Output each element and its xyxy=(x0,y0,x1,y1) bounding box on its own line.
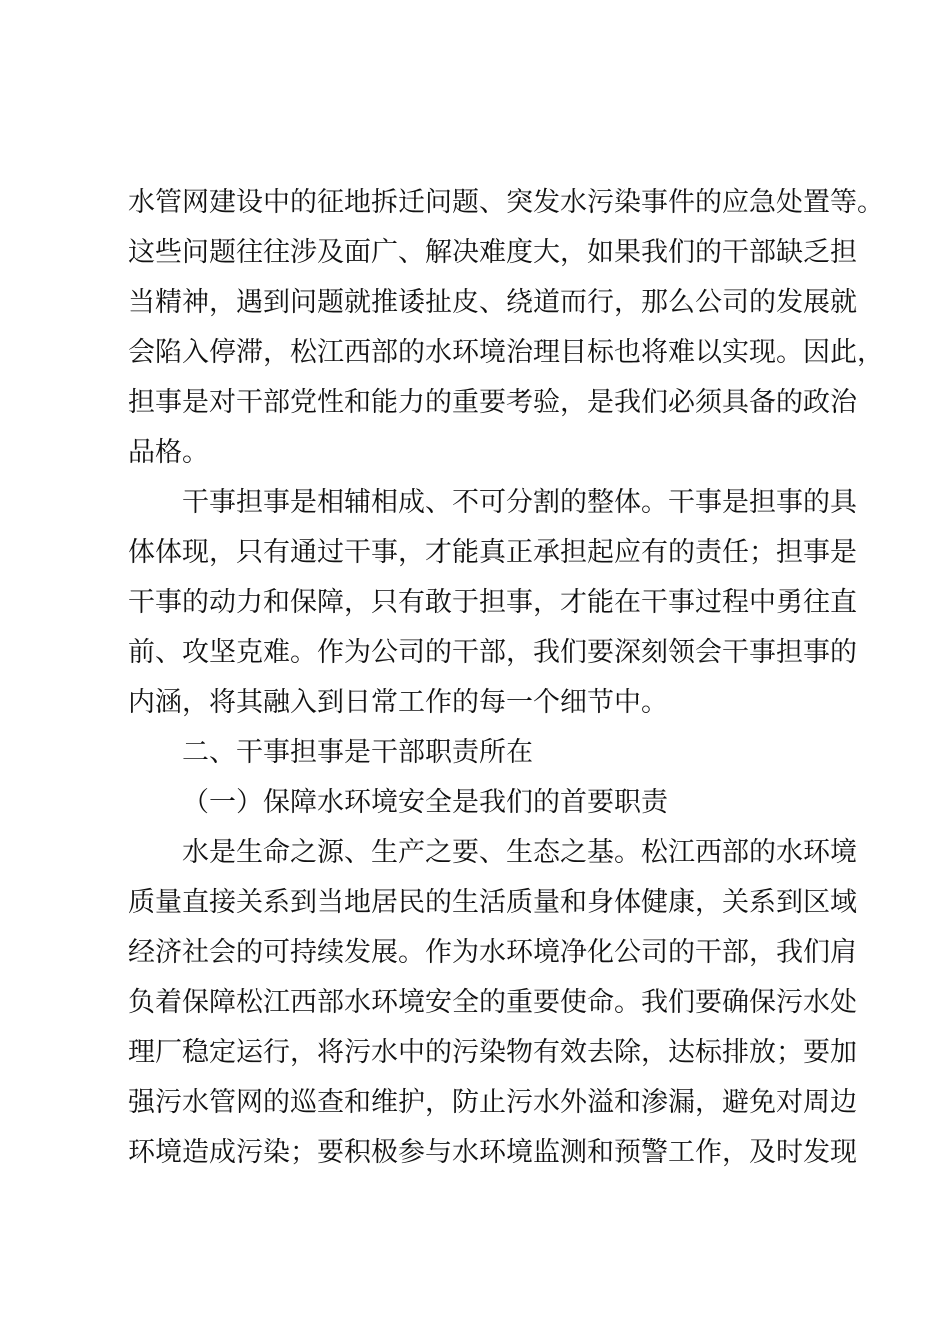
text-line: 内涵，将其融入到日常工作的每一个细节中。 xyxy=(128,687,668,718)
text-line: 强污水管网的巡查和维护，防止污水外溢和渗漏，避免对周边 xyxy=(128,1087,857,1118)
text-line: 理厂稳定运行，将污水中的污染物有效去除，达标排放；要加 xyxy=(128,1037,857,1068)
text-line: 前、攻坚克难。作为公司的干部，我们要深刻领会干事担事的 xyxy=(128,637,857,668)
document-body xyxy=(128,178,884,1178)
section-heading: 二、干事担事是干部职责所在 xyxy=(182,737,533,768)
text-line: 体体现，只有通过干事，才能真正承担起应有的责任；担事是 xyxy=(128,537,857,568)
subsection-heading: （一）保障水环境安全是我们的首要职责 xyxy=(182,787,668,818)
text-line: 环境造成污染；要积极参与水环境监测和预警工作，及时发现 xyxy=(128,1137,857,1168)
text-line: 当精神，遇到问题就推诿扯皮、绕道而行，那么公司的发展就 xyxy=(128,287,857,318)
text-line: 负着保障松江西部水环境安全的重要使命。我们要确保污水处 xyxy=(128,987,857,1018)
text-line: 水管网建设中的征地拆迁问题、突发水污染事件的应急处置等。 xyxy=(128,187,884,218)
paragraph-first-line: 干事担事是相辅相成、不可分割的整体。干事是担事的具 xyxy=(182,487,857,518)
text-line: 干事的动力和保障，只有敢于担事，才能在干事过程中勇往直 xyxy=(128,587,857,618)
text-line: 担事是对干部党性和能力的重要考验，是我们必须具备的政治 xyxy=(128,387,857,418)
text-line: 质量直接关系到当地居民的生活质量和身体健康，关系到区域 xyxy=(128,887,857,918)
paragraph-first-line: 水是生命之源、生产之要、生态之基。松江西部的水环境 xyxy=(182,837,857,868)
text-line: 这些问题往往涉及面广、解决难度大，如果我们的干部缺乏担 xyxy=(128,237,857,268)
text-line: 会陷入停滞，松江西部的水环境治理目标也将难以实现。因此， xyxy=(128,337,884,368)
text-line: 品格。 xyxy=(128,437,209,468)
text-line: 经济社会的可持续发展。作为水环境净化公司的干部，我们肩 xyxy=(128,937,857,968)
